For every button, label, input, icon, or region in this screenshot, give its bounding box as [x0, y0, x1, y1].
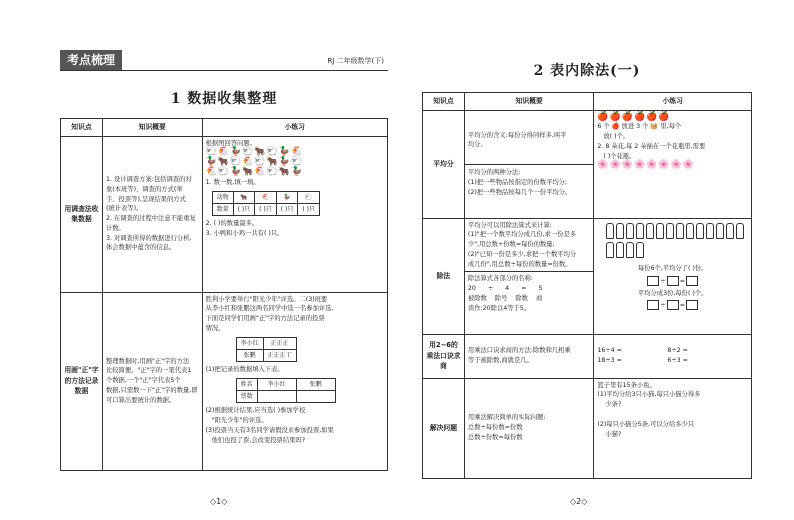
count-label: 数量: [212, 204, 233, 216]
text-line: (1)把一些物品按指定的份数平均分;: [467, 178, 568, 186]
question-3: (3)投票当天有3名同学请假没来参加投票,如果: [205, 426, 334, 434]
header-overview: 知识概要: [464, 93, 593, 111]
animals-row: 🐑🐔🦆🐑🐂🐑🦆🐔: [205, 147, 304, 158]
text-line: 1. 设计调查方案:包括调查的对: [105, 176, 192, 184]
answer-boxes[interactable]: ÷ =: [597, 300, 748, 311]
division-problem[interactable]: 18÷3 =: [597, 357, 622, 365]
divider: [465, 271, 593, 272]
overview-division: [464, 218, 593, 334]
text-line: 用乘法口诀求商的方法:除数和几相乘: [467, 347, 571, 355]
apples-picture: 🍎🍎🍎🍎🍎🍎: [597, 111, 671, 122]
count-blank[interactable]: ( )只: [255, 204, 277, 216]
question-1: 6 个 🍎 放进 3 个 🧺 里,每个: [597, 123, 682, 131]
text-line: 等于被除数,商就是几。: [467, 357, 533, 365]
text-line: 可口算出要统计的数据。: [105, 396, 176, 404]
question-2: 2. 8 朵花,每 2 朵插在一个花瓶里,需要: [597, 142, 706, 150]
overview-problem-solving: [464, 378, 593, 478]
overview-multiplication-table: [464, 334, 593, 378]
text-line: (统计表等)。: [105, 205, 143, 213]
question-1: 每份6个,平均分了( )份。: [637, 265, 708, 273]
text-line: 平均分的两种分法:: [467, 169, 521, 177]
text-line: 少",用总数÷份数=每份的数量;: [467, 241, 555, 249]
count-blank[interactable]: ( )只: [276, 204, 298, 216]
division-problem[interactable]: 6÷3 =: [667, 357, 688, 365]
result-table: [236, 378, 336, 404]
text-line: 2. 在调查的过程中注意不能重复: [105, 215, 196, 223]
text-line: 手、投票等),呈现结果的方式: [105, 195, 186, 203]
count-blank[interactable]: ( )只: [233, 204, 255, 216]
count-blank[interactable]: ( )只: [298, 204, 320, 216]
text-line: 平均分的含义:每份分得同样多,叫平: [467, 131, 567, 139]
kp-multiplication-table: 用2~6的乘法口诀求商: [423, 334, 465, 378]
animals-row: 🦆🐂🐑🐔🐑🐂🦆🐑: [205, 157, 304, 168]
text-line: 除法算式各部分的名称:: [467, 275, 533, 283]
question-2: 平均分成3份,每份( )个。: [637, 289, 708, 297]
exercise-intro: 根据图回答问题。: [205, 139, 256, 147]
text-line: 3. 对调查所得的数据进行分析,: [105, 234, 192, 242]
text-line: (1)"把一个数平均分成几份,求一份是多: [467, 231, 577, 239]
part-names: 被除数 除号 除数 商: [467, 294, 543, 302]
question-2-cont: ( )个花瓶。: [603, 152, 636, 160]
series-label: RJ 二年级数学(下): [327, 57, 384, 65]
question-1: (1)平均分给3只小猫,每只小猫分得多: [597, 391, 701, 399]
question-3: 3. 小鸭和小鸡一共有( )只。: [205, 230, 284, 238]
candidate-name: 张鹏: [236, 349, 263, 361]
division-problem[interactable]: 8÷2 =: [667, 347, 688, 355]
header-exercise: 小练习: [594, 93, 752, 111]
text-line: (2)"已知一份是多少,求把一个数平均分: [467, 250, 577, 258]
vote-blank[interactable]: [296, 391, 335, 403]
vote-blank[interactable]: [257, 391, 296, 403]
divider: [60, 70, 388, 71]
answer-boxes[interactable]: ÷ =: [597, 276, 748, 287]
question-3-cont: 他们也投了票,会改变投票结果吗?: [211, 436, 306, 444]
kp-division: 除法: [423, 218, 465, 334]
text-line: 象(本班等)、调查的方式(举: [105, 185, 183, 193]
overview-tally: [102, 292, 202, 470]
tally-table: [236, 337, 297, 363]
overview-survey: [102, 136, 202, 292]
cups-picture: [605, 223, 748, 263]
animal-label: 动物: [212, 191, 233, 203]
division-problem[interactable]: 16÷4 =: [597, 347, 622, 355]
exercise-problem-solving: [594, 378, 752, 478]
header-knowledge-point: 知识点: [61, 119, 103, 137]
question-2: 2. ( )的数量最多。: [205, 220, 259, 228]
kp-tally: 用画"正"字的方法记录数据: [61, 292, 103, 470]
text-line: 数据,只需数一下"正"字的数量,即: [105, 386, 198, 394]
question-1-cont: 放( )个。: [603, 133, 630, 141]
equation: 20 ÷ 4 = 5: [467, 285, 543, 293]
text-line: 成几份",用总数÷每份的数量=份数。: [467, 260, 572, 268]
header-exercise: 小练习: [202, 119, 387, 137]
cell: 票数: [236, 391, 257, 403]
duck-icon: 🦆: [276, 191, 298, 203]
header-overview: 知识概要: [102, 119, 202, 137]
question-2: (2)每只小猫分5条,可以分给多少只: [597, 420, 695, 428]
question-2-cont: 小猫?: [605, 430, 622, 438]
text-line: 情况。: [205, 324, 225, 332]
text-line: 用乘法解决简单的实际问题:: [467, 414, 546, 422]
animals-row: 🐔🐑🦆🐂🐔🐑🐂🦆: [205, 167, 304, 178]
text-line: 整理数据时,用画"正"字的方法: [105, 357, 190, 365]
divider: [465, 150, 593, 165]
question-2: (2)根据统计结果,应当选( )参加学校: [205, 407, 306, 415]
text-line: 均分。: [467, 141, 487, 149]
read-as: 读作:20除以4等于5。: [467, 304, 531, 312]
text-line: 计数。: [105, 224, 125, 232]
text-line: 从李小红和张鹏这两名同学中选一名参加评选,: [205, 305, 334, 313]
knowledge-table: [422, 92, 752, 479]
question-1: (1)把记录的数据填入下表。: [205, 366, 284, 374]
problem-intro: 篮子里有15条小鱼。: [597, 381, 656, 389]
text-line: 总数÷每份数=份数: [467, 424, 523, 432]
kp-problem-solving: 解决问题: [423, 378, 465, 478]
chicken-icon: 🐔: [255, 191, 277, 203]
text-line: 胜利小学要举行"阳光少年"评选。二(3)班要: [205, 295, 328, 303]
exercise-tally: [202, 292, 387, 470]
page-number: ◇1◇: [210, 497, 228, 506]
right-page: [422, 50, 752, 506]
text-line: 平均分可以用除法算式来计算:: [467, 221, 552, 229]
question-2-cont: "阳光少年"的评选。: [211, 417, 268, 425]
cell: 李小红: [257, 378, 296, 390]
question-1: 1. 数一数,填一填。: [205, 178, 260, 186]
sheep-icon: 🐑: [298, 191, 320, 203]
text-line: (2)把一些物品按每几个一份平均分。: [467, 188, 572, 196]
tally-marks: 正正正: [263, 337, 296, 349]
knowledge-table: [60, 118, 388, 471]
exercise-equal-share: [594, 110, 752, 218]
page-title: 2 表内除法(一): [533, 63, 641, 79]
exercise-survey: [202, 136, 387, 292]
kp-survey: 用调查法收集数据: [61, 136, 103, 292]
section-tag: 考点梳理: [60, 50, 122, 70]
cell: 姓名: [236, 378, 257, 390]
header-knowledge-point: 知识点: [423, 93, 465, 111]
flowers-picture: 🌸🌸🌸🌸🌸🌸🌸🌸: [597, 160, 696, 171]
exercise-multiplication-table: [594, 334, 752, 378]
text-line: 体会数据中蕴含的信息。: [105, 244, 176, 252]
cell: 张鹏: [296, 378, 335, 390]
candidate-name: 李小红: [236, 337, 263, 349]
text-line: 下面是同学们用画"正"字的方法记录的投票: [205, 315, 325, 323]
kp-equal-share: 平均分: [423, 110, 465, 218]
question-1-cont: 少条?: [605, 401, 622, 409]
overview-equal-share: [464, 110, 593, 218]
animals-picture: [206, 148, 384, 178]
tally-marks: 正正正丅: [263, 349, 296, 361]
animal-count-table: [212, 191, 320, 217]
text-line: 总数÷份数=每份数: [467, 433, 523, 441]
text-line: 个数据,一个"正"字代表5个: [105, 377, 181, 385]
exercise-division: [594, 218, 752, 334]
page-number: ◇2◇: [570, 497, 588, 506]
cow-icon: 🐂: [233, 191, 255, 203]
page-title: 1 数据收集整理: [170, 91, 278, 107]
left-page: [60, 50, 388, 506]
text-line: 比较简便。"正"字的一笔代表1: [105, 367, 192, 375]
